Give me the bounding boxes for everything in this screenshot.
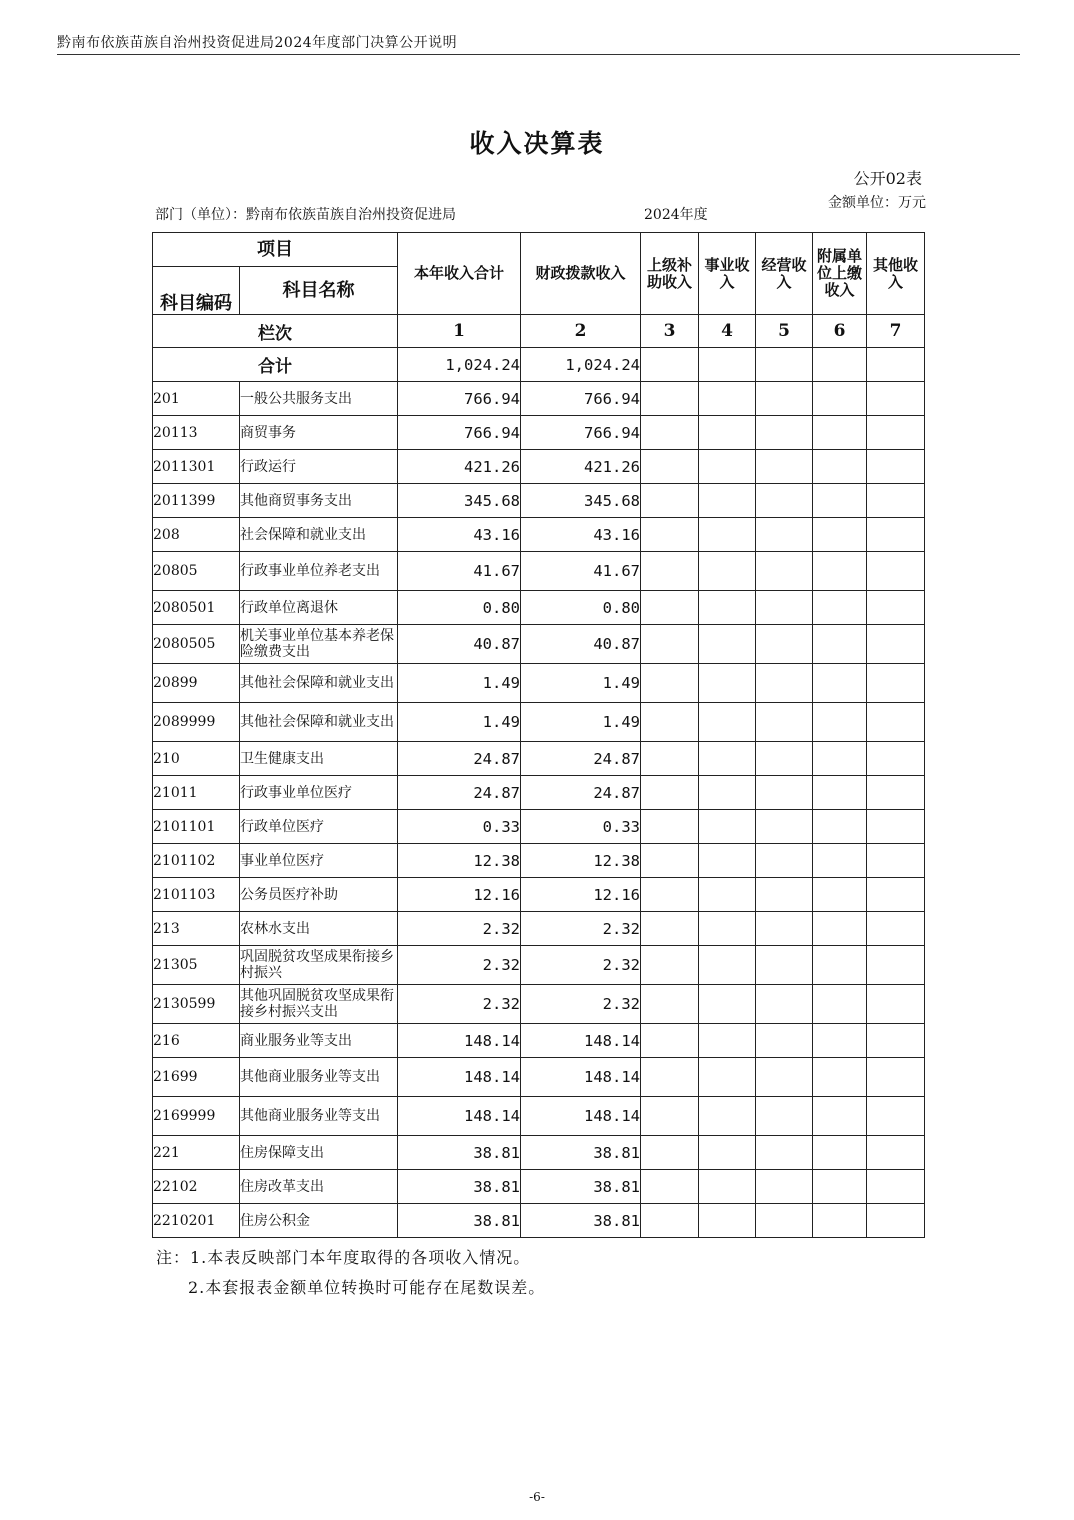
total-income: 421.26 bbox=[398, 450, 521, 484]
empty-cell bbox=[756, 1097, 813, 1136]
empty-cell bbox=[756, 416, 813, 450]
empty-cell bbox=[813, 985, 867, 1024]
empty-cell bbox=[867, 742, 925, 776]
empty-cell bbox=[867, 985, 925, 1024]
header-other: 其他收入 bbox=[867, 233, 925, 315]
empty-cell bbox=[867, 664, 925, 703]
header-operating: 经营收入 bbox=[756, 233, 813, 315]
empty-cell bbox=[813, 912, 867, 946]
fiscal-income: 148.14 bbox=[521, 1024, 641, 1058]
header-rule bbox=[57, 54, 1020, 55]
table-row bbox=[153, 625, 925, 664]
empty-cell bbox=[699, 518, 756, 552]
total-income: 1.49 bbox=[398, 664, 521, 703]
account-code: 210 bbox=[153, 742, 240, 776]
total-income: 148.14 bbox=[398, 1024, 521, 1058]
amount-unit: 金额单位：万元 bbox=[828, 195, 926, 211]
empty-cell bbox=[699, 348, 756, 382]
empty-cell bbox=[813, 450, 867, 484]
header-code: 科目编码 bbox=[153, 267, 240, 315]
empty-cell bbox=[813, 1058, 867, 1097]
empty-cell bbox=[813, 664, 867, 703]
empty-cell bbox=[641, 742, 699, 776]
table-row bbox=[153, 742, 925, 776]
empty-cell bbox=[699, 776, 756, 810]
table-row bbox=[153, 776, 925, 810]
empty-cell bbox=[813, 1024, 867, 1058]
empty-cell bbox=[867, 776, 925, 810]
empty-cell bbox=[813, 878, 867, 912]
fiscal-income: 1.49 bbox=[521, 703, 641, 742]
account-name: 行政单位医疗 bbox=[240, 810, 398, 844]
table-row bbox=[153, 416, 925, 450]
account-code: 21011 bbox=[153, 776, 240, 810]
empty-cell bbox=[699, 382, 756, 416]
empty-cell bbox=[641, 1097, 699, 1136]
total-income: 345.68 bbox=[398, 484, 521, 518]
account-code: 2210201 bbox=[153, 1204, 240, 1238]
table-row bbox=[153, 878, 925, 912]
empty-cell bbox=[641, 591, 699, 625]
empty-cell bbox=[813, 1204, 867, 1238]
account-code: 2169999 bbox=[153, 1097, 240, 1136]
empty-cell bbox=[641, 416, 699, 450]
empty-cell bbox=[867, 518, 925, 552]
empty-cell bbox=[699, 985, 756, 1024]
table-row bbox=[153, 810, 925, 844]
empty-cell bbox=[756, 742, 813, 776]
form-number: 公开02表 bbox=[853, 169, 922, 188]
total-income: 1.49 bbox=[398, 703, 521, 742]
empty-cell bbox=[756, 912, 813, 946]
page-number: -6- bbox=[529, 1490, 545, 1504]
column-index: 6 bbox=[813, 315, 867, 348]
account-code: 221 bbox=[153, 1136, 240, 1170]
empty-cell bbox=[641, 912, 699, 946]
fiscal-income: 38.81 bbox=[521, 1136, 641, 1170]
total-income: 24.87 bbox=[398, 776, 521, 810]
empty-cell bbox=[699, 742, 756, 776]
empty-cell bbox=[756, 1170, 813, 1204]
account-name: 住房改革支出 bbox=[240, 1170, 398, 1204]
account-code: 20805 bbox=[153, 552, 240, 591]
empty-cell bbox=[641, 878, 699, 912]
empty-cell bbox=[756, 664, 813, 703]
fiscal-income: 41.67 bbox=[521, 552, 641, 591]
table-row bbox=[153, 912, 925, 946]
total-income: 41.67 bbox=[398, 552, 521, 591]
empty-cell bbox=[641, 450, 699, 484]
empty-cell bbox=[641, 703, 699, 742]
account-name: 其他社会保障和就业支出 bbox=[240, 703, 398, 742]
note-2: 2.本套报表金额单位转换时可能存在尾数误差。 bbox=[188, 1278, 546, 1297]
empty-cell bbox=[867, 416, 925, 450]
empty-cell bbox=[813, 1170, 867, 1204]
fiscal-income: 43.16 bbox=[521, 518, 641, 552]
empty-cell bbox=[867, 1097, 925, 1136]
account-name: 商贸事务 bbox=[240, 416, 398, 450]
column-index: 3 bbox=[641, 315, 699, 348]
empty-cell bbox=[813, 844, 867, 878]
empty-cell bbox=[756, 484, 813, 518]
empty-cell bbox=[756, 1204, 813, 1238]
empty-cell bbox=[813, 518, 867, 552]
empty-cell bbox=[641, 552, 699, 591]
account-name: 事业单位医疗 bbox=[240, 844, 398, 878]
account-code: 2089999 bbox=[153, 703, 240, 742]
account-name: 卫生健康支出 bbox=[240, 742, 398, 776]
table-row bbox=[153, 1024, 925, 1058]
empty-cell bbox=[756, 810, 813, 844]
account-name: 行政事业单位养老支出 bbox=[240, 552, 398, 591]
fiscal-income: 2.32 bbox=[521, 912, 641, 946]
account-name: 住房公积金 bbox=[240, 1204, 398, 1238]
empty-cell bbox=[699, 946, 756, 985]
fiscal-income: 38.81 bbox=[521, 1170, 641, 1204]
account-name: 行政事业单位医疗 bbox=[240, 776, 398, 810]
account-code: 21699 bbox=[153, 1058, 240, 1097]
header-affiliated: 附属单位上缴收入 bbox=[813, 233, 867, 315]
header-business: 事业收入 bbox=[699, 233, 756, 315]
empty-cell bbox=[867, 484, 925, 518]
fiscal-income: 421.26 bbox=[521, 450, 641, 484]
empty-cell bbox=[756, 518, 813, 552]
total-income: 766.94 bbox=[398, 416, 521, 450]
account-code: 213 bbox=[153, 912, 240, 946]
account-code: 22102 bbox=[153, 1170, 240, 1204]
empty-cell bbox=[756, 625, 813, 664]
account-name: 其他商业服务业等支出 bbox=[240, 1058, 398, 1097]
empty-cell bbox=[813, 810, 867, 844]
empty-cell bbox=[813, 742, 867, 776]
account-name: 行政单位离退休 bbox=[240, 591, 398, 625]
account-code: 2101102 bbox=[153, 844, 240, 878]
empty-cell bbox=[641, 985, 699, 1024]
total-income: 12.16 bbox=[398, 878, 521, 912]
empty-cell bbox=[867, 1204, 925, 1238]
fiscal-income: 38.81 bbox=[521, 1204, 641, 1238]
empty-cell bbox=[813, 382, 867, 416]
column-index: 7 bbox=[867, 315, 925, 348]
empty-cell bbox=[699, 703, 756, 742]
empty-cell bbox=[867, 1136, 925, 1170]
fiscal-income: 24.87 bbox=[521, 776, 641, 810]
empty-cell bbox=[867, 450, 925, 484]
column-index-label: 栏次 bbox=[153, 315, 398, 348]
empty-cell bbox=[699, 484, 756, 518]
empty-cell bbox=[641, 946, 699, 985]
total-income: 2.32 bbox=[398, 985, 521, 1024]
empty-cell bbox=[641, 1024, 699, 1058]
empty-cell bbox=[699, 416, 756, 450]
income-table bbox=[152, 232, 925, 1238]
empty-cell bbox=[756, 776, 813, 810]
empty-cell bbox=[867, 348, 925, 382]
empty-cell bbox=[641, 1136, 699, 1170]
fiscal-income: 766.94 bbox=[521, 416, 641, 450]
fiscal-income: 766.94 bbox=[521, 382, 641, 416]
total-income: 43.16 bbox=[398, 518, 521, 552]
empty-cell bbox=[641, 484, 699, 518]
account-code: 2080501 bbox=[153, 591, 240, 625]
empty-cell bbox=[641, 348, 699, 382]
column-index: 5 bbox=[756, 315, 813, 348]
fiscal-year: 2024年度 bbox=[644, 207, 708, 223]
empty-cell bbox=[756, 844, 813, 878]
table-row bbox=[153, 844, 925, 878]
empty-cell bbox=[813, 703, 867, 742]
account-name: 农林水支出 bbox=[240, 912, 398, 946]
table-row bbox=[153, 1058, 925, 1097]
account-code: 2101103 bbox=[153, 878, 240, 912]
account-name: 行政运行 bbox=[240, 450, 398, 484]
empty-cell bbox=[756, 591, 813, 625]
account-code: 201 bbox=[153, 382, 240, 416]
empty-cell bbox=[699, 1136, 756, 1170]
page-title: 收入决算表 bbox=[469, 129, 605, 158]
total-income: 148.14 bbox=[398, 1058, 521, 1097]
table-row bbox=[153, 518, 925, 552]
account-name: 公务员医疗补助 bbox=[240, 878, 398, 912]
account-name: 其他商贸事务支出 bbox=[240, 484, 398, 518]
total-income: 766.94 bbox=[398, 382, 521, 416]
empty-cell bbox=[699, 912, 756, 946]
table-row bbox=[153, 985, 925, 1024]
empty-cell bbox=[641, 1058, 699, 1097]
fiscal-income: 1.49 bbox=[521, 664, 641, 703]
empty-cell bbox=[867, 625, 925, 664]
running-header: 黔南布依族苗族自治州投资促进局2024年度部门决算公开说明 bbox=[57, 35, 458, 51]
notes bbox=[156, 1243, 545, 1303]
fiscal-income: 2.32 bbox=[521, 985, 641, 1024]
empty-cell bbox=[641, 1170, 699, 1204]
empty-cell bbox=[699, 1058, 756, 1097]
empty-cell bbox=[756, 703, 813, 742]
empty-cell bbox=[699, 1204, 756, 1238]
empty-cell bbox=[699, 664, 756, 703]
header-superior: 上级补助收入 bbox=[641, 233, 699, 315]
empty-cell bbox=[641, 664, 699, 703]
empty-cell bbox=[813, 776, 867, 810]
empty-cell bbox=[756, 1136, 813, 1170]
empty-cell bbox=[867, 810, 925, 844]
fiscal-income: 148.14 bbox=[521, 1058, 641, 1097]
empty-cell bbox=[756, 985, 813, 1024]
empty-cell bbox=[813, 348, 867, 382]
account-name: 机关事业单位基本养老保险缴费支出 bbox=[240, 625, 398, 664]
department-label: 部门（单位）：黔南布依族苗族自治州投资促进局 bbox=[155, 207, 456, 223]
empty-cell bbox=[699, 625, 756, 664]
empty-cell bbox=[641, 382, 699, 416]
fiscal-income: 345.68 bbox=[521, 484, 641, 518]
fiscal-income: 12.38 bbox=[521, 844, 641, 878]
empty-cell bbox=[813, 552, 867, 591]
empty-cell bbox=[699, 1170, 756, 1204]
empty-cell bbox=[813, 1136, 867, 1170]
account-code: 20113 bbox=[153, 416, 240, 450]
empty-cell bbox=[813, 416, 867, 450]
empty-cell bbox=[756, 450, 813, 484]
empty-cell bbox=[813, 591, 867, 625]
column-index: 4 bbox=[699, 315, 756, 348]
empty-cell bbox=[699, 844, 756, 878]
empty-cell bbox=[867, 591, 925, 625]
total-income: 2.32 bbox=[398, 912, 521, 946]
table-row bbox=[153, 1204, 925, 1238]
empty-cell bbox=[813, 625, 867, 664]
empty-cell bbox=[641, 1204, 699, 1238]
empty-cell bbox=[867, 878, 925, 912]
sum-row bbox=[153, 348, 925, 382]
fiscal-income: 40.87 bbox=[521, 625, 641, 664]
total-income: 148.14 bbox=[398, 1097, 521, 1136]
table-row bbox=[153, 591, 925, 625]
empty-cell bbox=[867, 1058, 925, 1097]
empty-cell bbox=[756, 552, 813, 591]
empty-cell bbox=[867, 946, 925, 985]
fiscal-income: 12.16 bbox=[521, 878, 641, 912]
table-row bbox=[153, 703, 925, 742]
account-code: 20899 bbox=[153, 664, 240, 703]
empty-cell bbox=[867, 912, 925, 946]
empty-cell bbox=[641, 625, 699, 664]
sum-total: 1,024.24 bbox=[398, 348, 521, 382]
sum-label: 合计 bbox=[153, 348, 398, 382]
empty-cell bbox=[699, 450, 756, 484]
account-name: 住房保障支出 bbox=[240, 1136, 398, 1170]
header-item: 项目 bbox=[153, 233, 398, 267]
account-code: 2130599 bbox=[153, 985, 240, 1024]
empty-cell bbox=[756, 382, 813, 416]
account-code: 2101101 bbox=[153, 810, 240, 844]
empty-cell bbox=[813, 1097, 867, 1136]
empty-cell bbox=[641, 810, 699, 844]
column-index: 2 bbox=[521, 315, 641, 348]
column-index: 1 bbox=[398, 315, 521, 348]
empty-cell bbox=[699, 591, 756, 625]
account-code: 216 bbox=[153, 1024, 240, 1058]
account-code: 208 bbox=[153, 518, 240, 552]
table-body bbox=[153, 382, 925, 1238]
table-row bbox=[153, 1097, 925, 1136]
fiscal-income: 0.80 bbox=[521, 591, 641, 625]
table-row bbox=[153, 450, 925, 484]
table-row bbox=[153, 1136, 925, 1170]
empty-cell bbox=[699, 1097, 756, 1136]
total-income: 0.33 bbox=[398, 810, 521, 844]
account-name: 一般公共服务支出 bbox=[240, 382, 398, 416]
empty-cell bbox=[867, 844, 925, 878]
account-name: 社会保障和就业支出 bbox=[240, 518, 398, 552]
fiscal-income: 0.33 bbox=[521, 810, 641, 844]
total-income: 40.87 bbox=[398, 625, 521, 664]
header-fiscal: 财政拨款收入 bbox=[521, 233, 641, 315]
account-name: 商业服务业等支出 bbox=[240, 1024, 398, 1058]
empty-cell bbox=[641, 776, 699, 810]
table-row bbox=[153, 382, 925, 416]
total-income: 38.81 bbox=[398, 1204, 521, 1238]
account-code: 2080505 bbox=[153, 625, 240, 664]
empty-cell bbox=[756, 878, 813, 912]
fiscal-income: 2.32 bbox=[521, 946, 641, 985]
header-total: 本年收入合计 bbox=[398, 233, 521, 315]
account-code: 2011301 bbox=[153, 450, 240, 484]
account-name: 巩固脱贫攻坚成果衔接乡村振兴 bbox=[240, 946, 398, 985]
total-income: 2.32 bbox=[398, 946, 521, 985]
account-code: 2011399 bbox=[153, 484, 240, 518]
empty-cell bbox=[756, 946, 813, 985]
empty-cell bbox=[867, 552, 925, 591]
empty-cell bbox=[756, 1058, 813, 1097]
empty-cell bbox=[813, 484, 867, 518]
account-name: 其他巩固脱贫攻坚成果衔接乡村振兴支出 bbox=[240, 985, 398, 1024]
total-income: 12.38 bbox=[398, 844, 521, 878]
empty-cell bbox=[867, 703, 925, 742]
empty-cell bbox=[699, 878, 756, 912]
fiscal-income: 148.14 bbox=[521, 1097, 641, 1136]
account-code: 21305 bbox=[153, 946, 240, 985]
empty-cell bbox=[756, 348, 813, 382]
total-income: 24.87 bbox=[398, 742, 521, 776]
empty-cell bbox=[756, 1024, 813, 1058]
empty-cell bbox=[699, 810, 756, 844]
note-1: 注：1.本表反映部门本年度取得的各项收入情况。 bbox=[156, 1248, 531, 1267]
fiscal-income: 24.87 bbox=[521, 742, 641, 776]
empty-cell bbox=[699, 1024, 756, 1058]
header-name: 科目名称 bbox=[240, 267, 398, 315]
empty-cell bbox=[813, 946, 867, 985]
empty-cell bbox=[867, 382, 925, 416]
empty-cell bbox=[867, 1170, 925, 1204]
table-row bbox=[153, 664, 925, 703]
sum-fiscal: 1,024.24 bbox=[521, 348, 641, 382]
total-income: 38.81 bbox=[398, 1136, 521, 1170]
empty-cell bbox=[641, 844, 699, 878]
empty-cell bbox=[867, 1024, 925, 1058]
account-name: 其他商业服务业等支出 bbox=[240, 1097, 398, 1136]
account-name: 其他社会保障和就业支出 bbox=[240, 664, 398, 703]
empty-cell bbox=[699, 552, 756, 591]
table-row bbox=[153, 946, 925, 985]
table-row bbox=[153, 552, 925, 591]
table-row bbox=[153, 1170, 925, 1204]
total-income: 38.81 bbox=[398, 1170, 521, 1204]
empty-cell bbox=[641, 518, 699, 552]
table-row bbox=[153, 484, 925, 518]
total-income: 0.80 bbox=[398, 591, 521, 625]
